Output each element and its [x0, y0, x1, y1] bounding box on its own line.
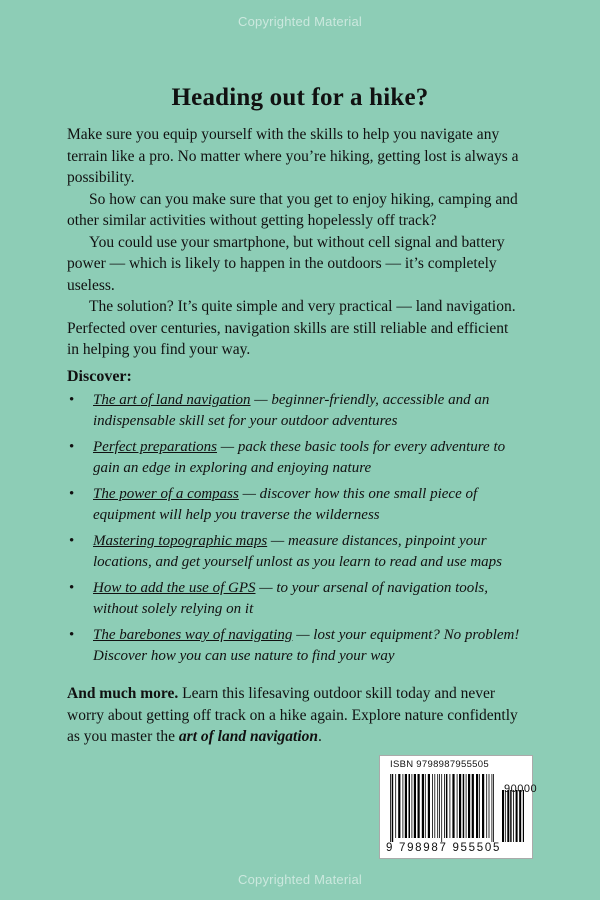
list-item: [67, 625, 522, 667]
watermark-bottom: Copyrighted Material: [238, 872, 362, 887]
back-cover-body: [67, 124, 522, 748]
list-item-lead: How to add the use of GPS: [93, 580, 256, 596]
barcode-addon-bar: [523, 790, 524, 842]
barcode-bar: [476, 774, 478, 838]
barcode-bar: [479, 774, 480, 838]
barcode-bar: [392, 774, 394, 842]
barcode-bar: [425, 774, 426, 838]
barcode-bar: [452, 774, 454, 838]
barcode-bar: [395, 774, 396, 838]
barcode-bar: [428, 774, 430, 838]
barcode-bar: [412, 774, 413, 838]
isbn-label: ISBN 9798987955505: [390, 759, 489, 770]
isbn-barcode-box: [379, 755, 538, 859]
barcode-bar: [398, 774, 400, 838]
feature-list: [67, 390, 522, 667]
barcode-bar: [434, 774, 435, 838]
barcode-addon-bar: [513, 790, 514, 842]
barcode-bar: [492, 774, 493, 842]
closing-paragraph: [67, 683, 522, 748]
barcode-bar: [422, 774, 424, 838]
barcode-bar: [457, 774, 458, 838]
intro-paragraph-1: Make sure you equip yourself with the skills to help you navigate any terrain like a pro. No matter where you’re hiking, getting lost is always a possibility.: [67, 126, 519, 186]
list-item-lead: Perfect preparations: [93, 439, 218, 455]
barcode-addon-bar: [519, 790, 521, 842]
closing-emphasis: art of land navigation: [178, 728, 319, 745]
bullet-icon: •: [69, 580, 75, 596]
bullet-icon: •: [69, 439, 75, 455]
barcode-bar: [441, 774, 442, 842]
barcode-bar: [390, 774, 391, 842]
barcode-bar: [439, 774, 440, 838]
list-item-lead: The power of a compass: [93, 486, 239, 502]
list-item-text: — discover how this one small piece of equipment will help you traverse the wilderness: [93, 486, 478, 523]
list-item-lead: The barebones way of navigating: [93, 627, 293, 643]
bullet-icon: •: [69, 486, 75, 502]
barcode-addon-bar: [516, 790, 518, 842]
intro-paragraph-2: So how can you make sure that you get to enjoy hiking, camping and other similar activities without getting hopelessly off track?: [67, 190, 518, 229]
barcode-bar: [432, 774, 433, 838]
barcode-bar: [463, 774, 465, 838]
barcode-bar: [437, 774, 438, 838]
barcode-bar: [459, 774, 461, 838]
intro-paragraph-4: The solution? It’s quite simple and very practical — land navigation. Perfected over centuries, navigation skills are still reliable and efficient in helping you find your way.: [67, 298, 516, 358]
price-code: 90000: [504, 783, 538, 795]
barcode-bar: [444, 774, 445, 838]
list-item-text: — to your arsenal of navigation tools, without solely relying on it: [93, 580, 488, 617]
barcode-addon-bar: [507, 790, 509, 842]
bullet-icon: •: [69, 392, 75, 408]
back-cover-title: Heading out for a hike?: [171, 84, 429, 111]
barcode-bar: [466, 774, 467, 838]
barcode-bar: [472, 774, 474, 838]
barcode-bar: [482, 774, 484, 838]
barcode-bar: [486, 774, 487, 838]
barcode-bar: [405, 774, 407, 838]
barcode-bar: [403, 774, 404, 838]
bullet-icon: •: [69, 533, 75, 549]
list-item-text: — pack these basic tools for every adventure to gain an edge in exploring and enjoying nature: [93, 439, 506, 476]
barcode-bar: [409, 774, 411, 838]
barcode-bar: [414, 774, 416, 838]
barcode-bar: [450, 774, 451, 838]
watermark-top: Copyrighted Material: [238, 14, 362, 29]
list-item-lead: The art of land navigation: [93, 392, 251, 408]
list-item-text: — measure distances, pinpoint your locations, and get yourself unlost as you learn to read and use maps: [93, 533, 502, 570]
barcode-addon-bar: [502, 790, 504, 842]
barcode-bar: [446, 774, 448, 838]
barcode-bar: [418, 774, 420, 838]
list-item-text: — lost your equipment? No problem! Discover how you can use nature to find your way: [93, 627, 520, 664]
barcode-bar: [489, 774, 490, 838]
list-item: [67, 578, 522, 620]
discover-heading: Discover:: [67, 367, 132, 385]
list-item: [67, 390, 522, 432]
barcode-addon-bar: [510, 790, 511, 842]
list-item-text: — beginner-friendly, accessible and an indispensable skill set for your outdoor adventures: [93, 392, 490, 429]
list-item: [67, 531, 522, 573]
barcode-bar: [493, 774, 494, 842]
barcode-bar: [468, 774, 470, 838]
list-item: [67, 437, 522, 479]
list-item: [67, 484, 522, 526]
bullet-icon: •: [69, 627, 75, 643]
barcode-digits: 9 798987 955505: [386, 842, 502, 854]
intro-paragraph-3: You could use your smartphone, but without cell signal and battery power — which is likely to happen in the outdoors — it’s completely useless.: [67, 233, 505, 294]
closing-end: .: [318, 728, 322, 745]
closing-bold-lead: And much more.: [67, 685, 179, 702]
closing-text: Learn this lifesaving outdoor skill today and never worry about getting off track on a hike again. Explore nature confidently as you master the: [67, 685, 518, 745]
barcode-addon-bar: [505, 790, 506, 842]
list-item-lead: Mastering topographic maps: [93, 533, 268, 549]
